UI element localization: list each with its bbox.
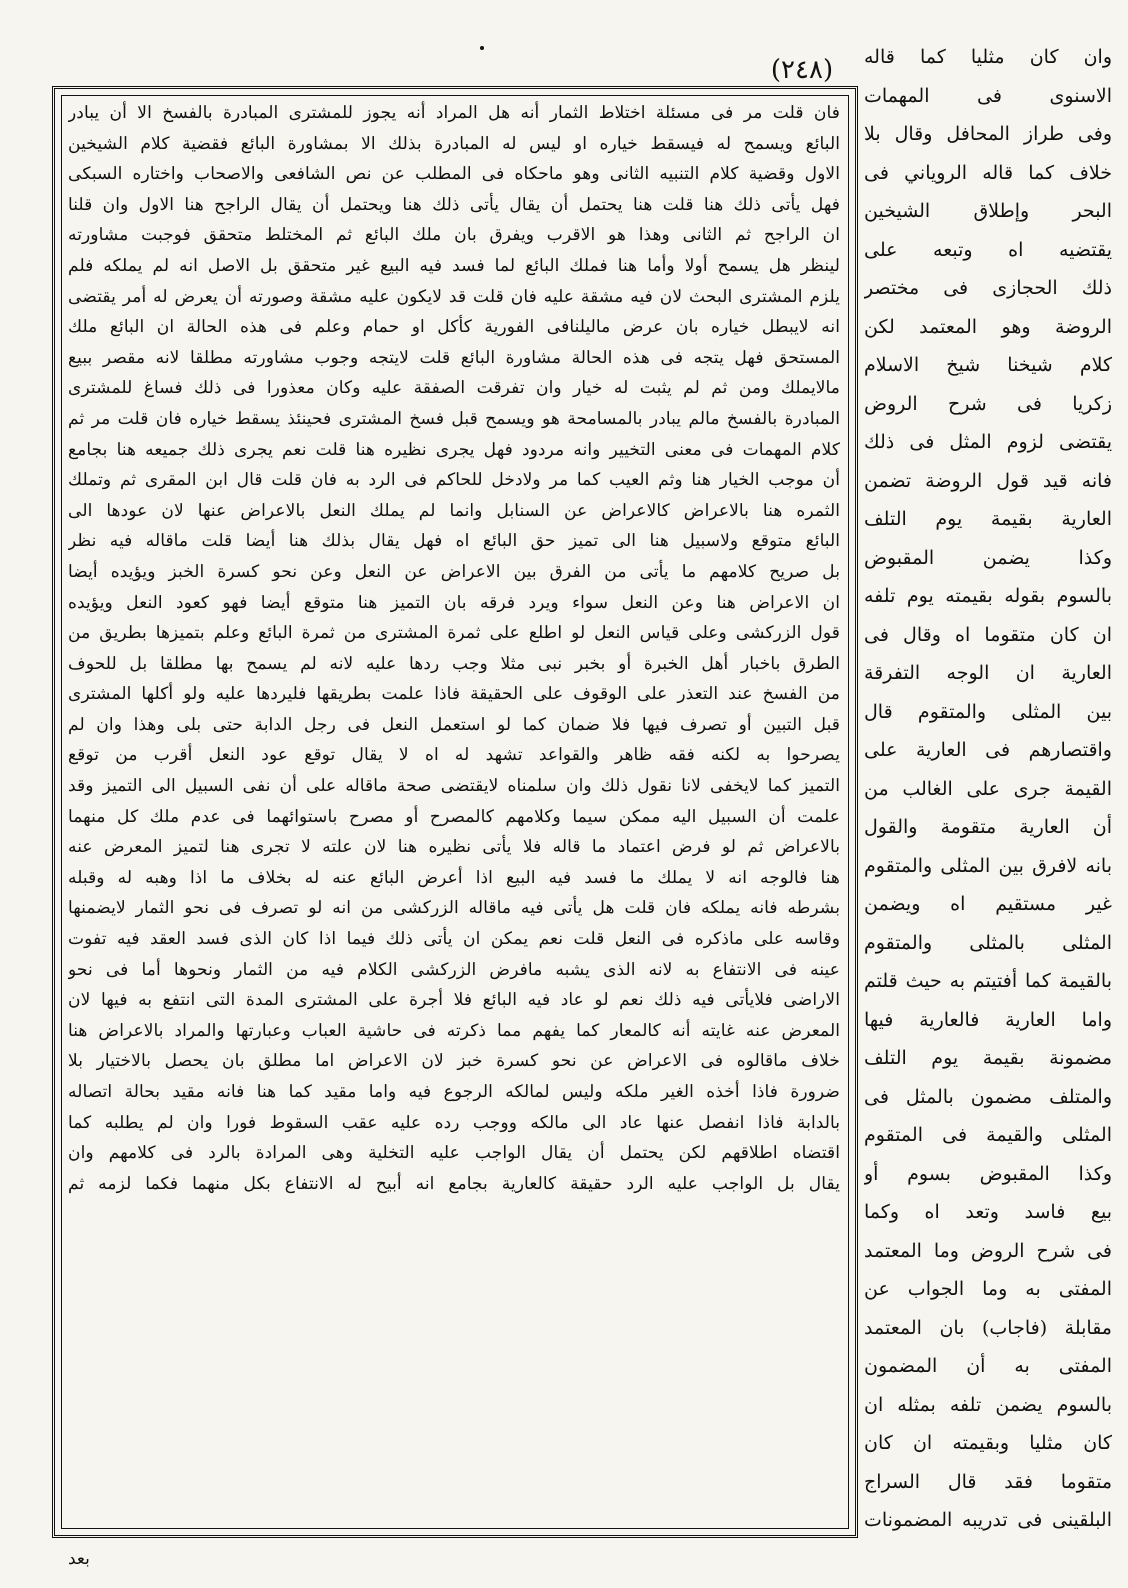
margin-text-line: واما العارية فالعارية فيها	[864, 1008, 1112, 1031]
main-text-line: بشرطه فانه يملكه فان قلت هل يأتى فيه ماقاله الزركشى من انه لو تصرف فى نحو الثمار لايضمنها	[68, 898, 840, 919]
margin-text-line: القيمة جرى على الغالب من	[864, 777, 1112, 800]
margin-text-line: العارية بقيمة يوم التلف	[864, 508, 1112, 530]
main-text-line: خلاف ماقالوه فى الاعراض عن نحو كسرة خبز لان الاعراض اما مطلق بان يحصل بالاختيار بلا	[68, 1051, 840, 1072]
margin-text-line: العارية ان الوجه التفرقة	[864, 662, 1112, 684]
margin-text-line: مقابلة (فاجاب) بان المعتمد	[864, 1316, 1112, 1339]
margin-text-line: يقتضى لزوم المثل فى ذلك	[864, 431, 1112, 453]
margin-commentary	[864, 38, 1112, 1578]
margin-text-line: وفى طراز المحافل وقال بلا	[864, 123, 1112, 145]
main-text-line: أن موجب الخيار هنا وثم العيب كما مر ولادخل للحاكم فى الرد به فان قلت قال ابن المقرى ثم وتملك	[68, 470, 840, 491]
main-text-line: بل صريح كلامهم ما يأتى من الفرق بين الاعراض عن النعل وعن نحو كسرة الخبز ويؤيده أيضا	[68, 561, 840, 582]
margin-text-line: البلقينى فى تدريبه المضمونات	[864, 1509, 1112, 1531]
main-text-line: ضرورة فاذا أخذه الغير ملكه وليس لمالكه الرجوع فيه واما مقيد كما هنا فانه مقيد بحالة اتصاله	[68, 1082, 840, 1102]
main-text-line: البائع ويسمح له فيسقط خياره او ليس له المبادرة بذلك الا بمشاورة البائع فقضية كلام الشيخين	[68, 133, 840, 154]
margin-text-line: الاسنوى فى المهمات	[864, 84, 1112, 107]
margin-text-line: البحر وإطلاق الشيخين	[864, 200, 1112, 222]
main-text-line: المبادرة بالفسخ مالم يبادر بالمسامحة هو ويسمح قبل فسخ المشترى فحينئذ يسقط خياره فان قلت مر ثم	[68, 408, 840, 429]
margin-text-line: غير مستقيم اه ويضمن	[864, 893, 1112, 915]
main-text-line: الاول وقضية كلام التنبيه الثانى وهو ماحكاه فى المطلب عن نص الشافعى والاصحاب واختاره السبكى	[68, 164, 840, 185]
main-text-line: انه لايبطل خياره بان عرض ماليلنافى الفورية كأكل او حمام وعلم فى هذه الحالة ان البائع ملك	[68, 317, 840, 338]
margin-text-line: زكريا فى شرح الروض	[864, 392, 1112, 415]
main-text-line: المستحق فهل يتجه فى هذه الحالة مشاورة البائع قلت لايتجه وجوب مشاورته مطلقا لانه مقصر ببيع	[68, 347, 840, 368]
margin-text-line: ذلك الحجازى فى مختصر	[864, 277, 1112, 299]
main-text-line: كلام المهمات فى معنى التخيير وانه مردود فهل يجرى نظيره هنا قلت نعم يجرى ذلك جميعه هنا بجامع	[68, 439, 840, 460]
main-text-line: يلزم المشترى البحث لان فيه مشقة عليه فان قلت قد لايكون عليه مشقة وصورته أن يعرض له أمر يقتضى	[68, 286, 840, 307]
margin-text-line: المثلى بالمثلى والمتقوم	[864, 931, 1112, 954]
margin-text-line: وان كان مثليا كما قاله	[864, 46, 1112, 68]
margin-text-line: يقتضيه اه وتبعه على	[864, 238, 1112, 261]
margin-text-line: بين المثلى والمتقوم قال	[864, 700, 1112, 723]
margin-text-line: بالقيمة كما أفتيتم به حيث قلتم	[864, 970, 1112, 992]
main-text-line: الثمره هنا بالاعراض كالاعراض عن السنابل وانما لم يملك النعل بالاعراض عنها لان عودها الى	[68, 500, 840, 521]
margin-text-line: أن العارية متقومة والقول	[864, 816, 1112, 838]
main-text-line: فهل يأتى ذلك هنا قلت هنا يحتمل أن يقال يأتى ذلك هنا ويحتمل أن يقال الراجح هنا الاول وان قلنا	[68, 194, 840, 215]
main-text-line: قبل التبين أو تصرف فيها فلا ضمان كما لو استعمل النعل فى رجل الدابة حتى بلى وهذا وان لم	[68, 714, 840, 735]
page-number: (٢٤٨)	[770, 55, 834, 85]
catchword: بعد	[68, 1549, 90, 1569]
margin-text-line: المفتى به أن المضمون	[864, 1355, 1112, 1377]
main-text-line: يقال بل الواجب عليه الرد حقيقة كالعارية بجامع انه أبيح له الانتفاع بكل منهما فكما لزمه ثم	[68, 1173, 840, 1194]
main-text-line: البائع متوقع ولاسبيل هنا الى تميز حق البائع اه فهل يقال بذلك هنا أيضا قلت ماقاله فيه نظر	[68, 531, 840, 552]
margin-text-line: بالسوم بقوله بقيمته يوم تلفه	[864, 585, 1112, 607]
margin-text-line: كان مثليا وبقيمته ان كان	[864, 1432, 1112, 1454]
main-text-line: الطرق باخبار أهل الخبرة أو بخبر نبى مثلا وجب ردها عليه لانه لم يسمح بها مطلقا بل للحوف	[68, 653, 840, 674]
main-text-line: من الفسخ عند التعذر على الوقوف على الحقيقة فاذا علمت بطريقها فليردها عليه ولو أكلها المشترى	[68, 684, 840, 705]
margin-text-line: المفتى به وما الجواب عن	[864, 1278, 1112, 1300]
main-text-line: المعرض عنه غايته أنه كالمعار كما يفهم مما ذكرته فى حاشية العباب وعبارتها والمراد بالاعراض هنا	[68, 1020, 840, 1041]
main-text-line: بالدابة فاذا انفصل عنها عاد الى مالكه ووجب رده عليه عقب السقوط فورا وان لم يطلبه كما	[68, 1112, 840, 1133]
margin-text-line: واقتصارهم فى العارية على	[864, 739, 1112, 761]
main-text-line: علمت أن السبيل اليه ممكن سيما وكلامهم كالمصرح أو مصرح باستوائهما فى عدم ملك كل منهما	[68, 806, 840, 827]
margin-text-line: الروضة وهو المعتمد لكن	[864, 315, 1112, 338]
margin-text-line: بيع فاسد وتعد اه وكما	[864, 1201, 1112, 1223]
margin-text-line: فانه قيد قول الروضة تضمن	[864, 469, 1112, 492]
ink-dot	[480, 46, 484, 50]
main-text-line: فان قلت مر فى مسئلة اختلاط الثمار أنه هل المراد أنه يجوز للمشترى المبادرة بالفسخ الا أن يبادر	[68, 103, 840, 123]
main-text-line: عينه فى الانتفاع به لانه الذى يشبه مافرض الزركشى الكلام فيه من الثمار ونحوها أما فى نحو	[68, 959, 840, 980]
main-text-line: ان الاعراض هنا وعن النعل سواء ويرد فرقه بان التميز هنا متوقع أيضا فهو كعود النعل ويؤيده	[68, 592, 840, 613]
margin-text-line: خلاف كما قاله الروياني فى	[864, 161, 1112, 184]
main-text-line: مالايملك ومن ثم لم يثبت له خيار وان تفرقت الصفقة عليه وكان معذورا فى ذلك فساغ للمشترى	[68, 378, 840, 399]
margin-text-line: ان كان متقوما اه وقال فى	[864, 623, 1112, 646]
margin-text-line: بالسوم يضمن تلفه بمثله ان	[864, 1393, 1112, 1416]
main-text-line: التميز كما لايخفى لانا نقول ذلك وان سلمناه لايقتضى صحة ماقاله على أن نفى السبيل الى التميز وقد	[68, 776, 840, 797]
main-text-line: بالاعراض ثم لو فرض اعتماد ما قاله فلا يأتى نظيره هنا لان علته لا تجرى هنا لتميز المعرض عنه	[68, 837, 840, 858]
main-text-line: يصرحوا به لكنه فقه ظاهر والقواعد تشهد له اه لا يقال توقع عود النعل أقرب من توقع	[68, 745, 840, 766]
main-text-line: هنا فالوجه انه لا يملك ما فسد فيه البيع اذا أعرض البائع عنه له بخلاف ما اذا وهبه له وقبله	[68, 867, 840, 888]
margin-text-line: المثلى والقيمة فى المتقوم	[864, 1124, 1112, 1146]
main-text-line: قول الزركشى وعلى قياس النعل لو اطلع على ثمرة المشترى من ثمرة البائع وعلم بتميزها بطريق من	[68, 623, 840, 644]
main-text-line: لينظر هل يسمح أولا وأما هنا فملك البائع لما فسد فيه البيع غير متحقق بل الاصل انه لم يملكه فلم	[68, 255, 840, 276]
margin-text-line: فى شرح الروض وما المعتمد	[864, 1239, 1112, 1262]
margin-text-line: متقوما فقد قال السراج	[864, 1470, 1112, 1493]
margin-text-line: بانه لافرق بين المثلى والمتقوم	[864, 854, 1112, 877]
main-text-line: وقاسه على ماذكره فى النعل قلت نعم يمكن ان يأتى ذلك فيما اذا كان الذى فسد العقد فيه تفوت	[68, 929, 840, 950]
margin-text-line: وكذا المقبوض بسوم أو	[864, 1162, 1112, 1185]
main-text-line: ان الراجح ثم الثانى وهذا هو الاقرب ويفرق بان ملك البائع ثم المختلط متحقق فوجبت مشاورته	[68, 225, 840, 246]
margin-text-line: مضمونة بقيمة يوم التلف	[864, 1047, 1112, 1069]
main-text-block	[68, 98, 840, 1530]
main-text-line: اقتضاه اطلاقهم لكن يحتمل أن يقال الواجب عليه التخلية وهى المرادة بالرد فى كلامهم وان	[68, 1143, 840, 1164]
main-text-line: الاراضى فلايأتى فيه ذلك نعم لو عاد فيه البائع فلا أجرة على المشترى المدة التى انتفع به فيها لان	[68, 990, 840, 1011]
margin-text-line: وكذا يضمن المقبوض	[864, 546, 1112, 569]
margin-text-line: والمتلف مضمون بالمثل فى	[864, 1085, 1112, 1108]
margin-text-line: كلام شيخنا شيخ الاسلام	[864, 354, 1112, 376]
